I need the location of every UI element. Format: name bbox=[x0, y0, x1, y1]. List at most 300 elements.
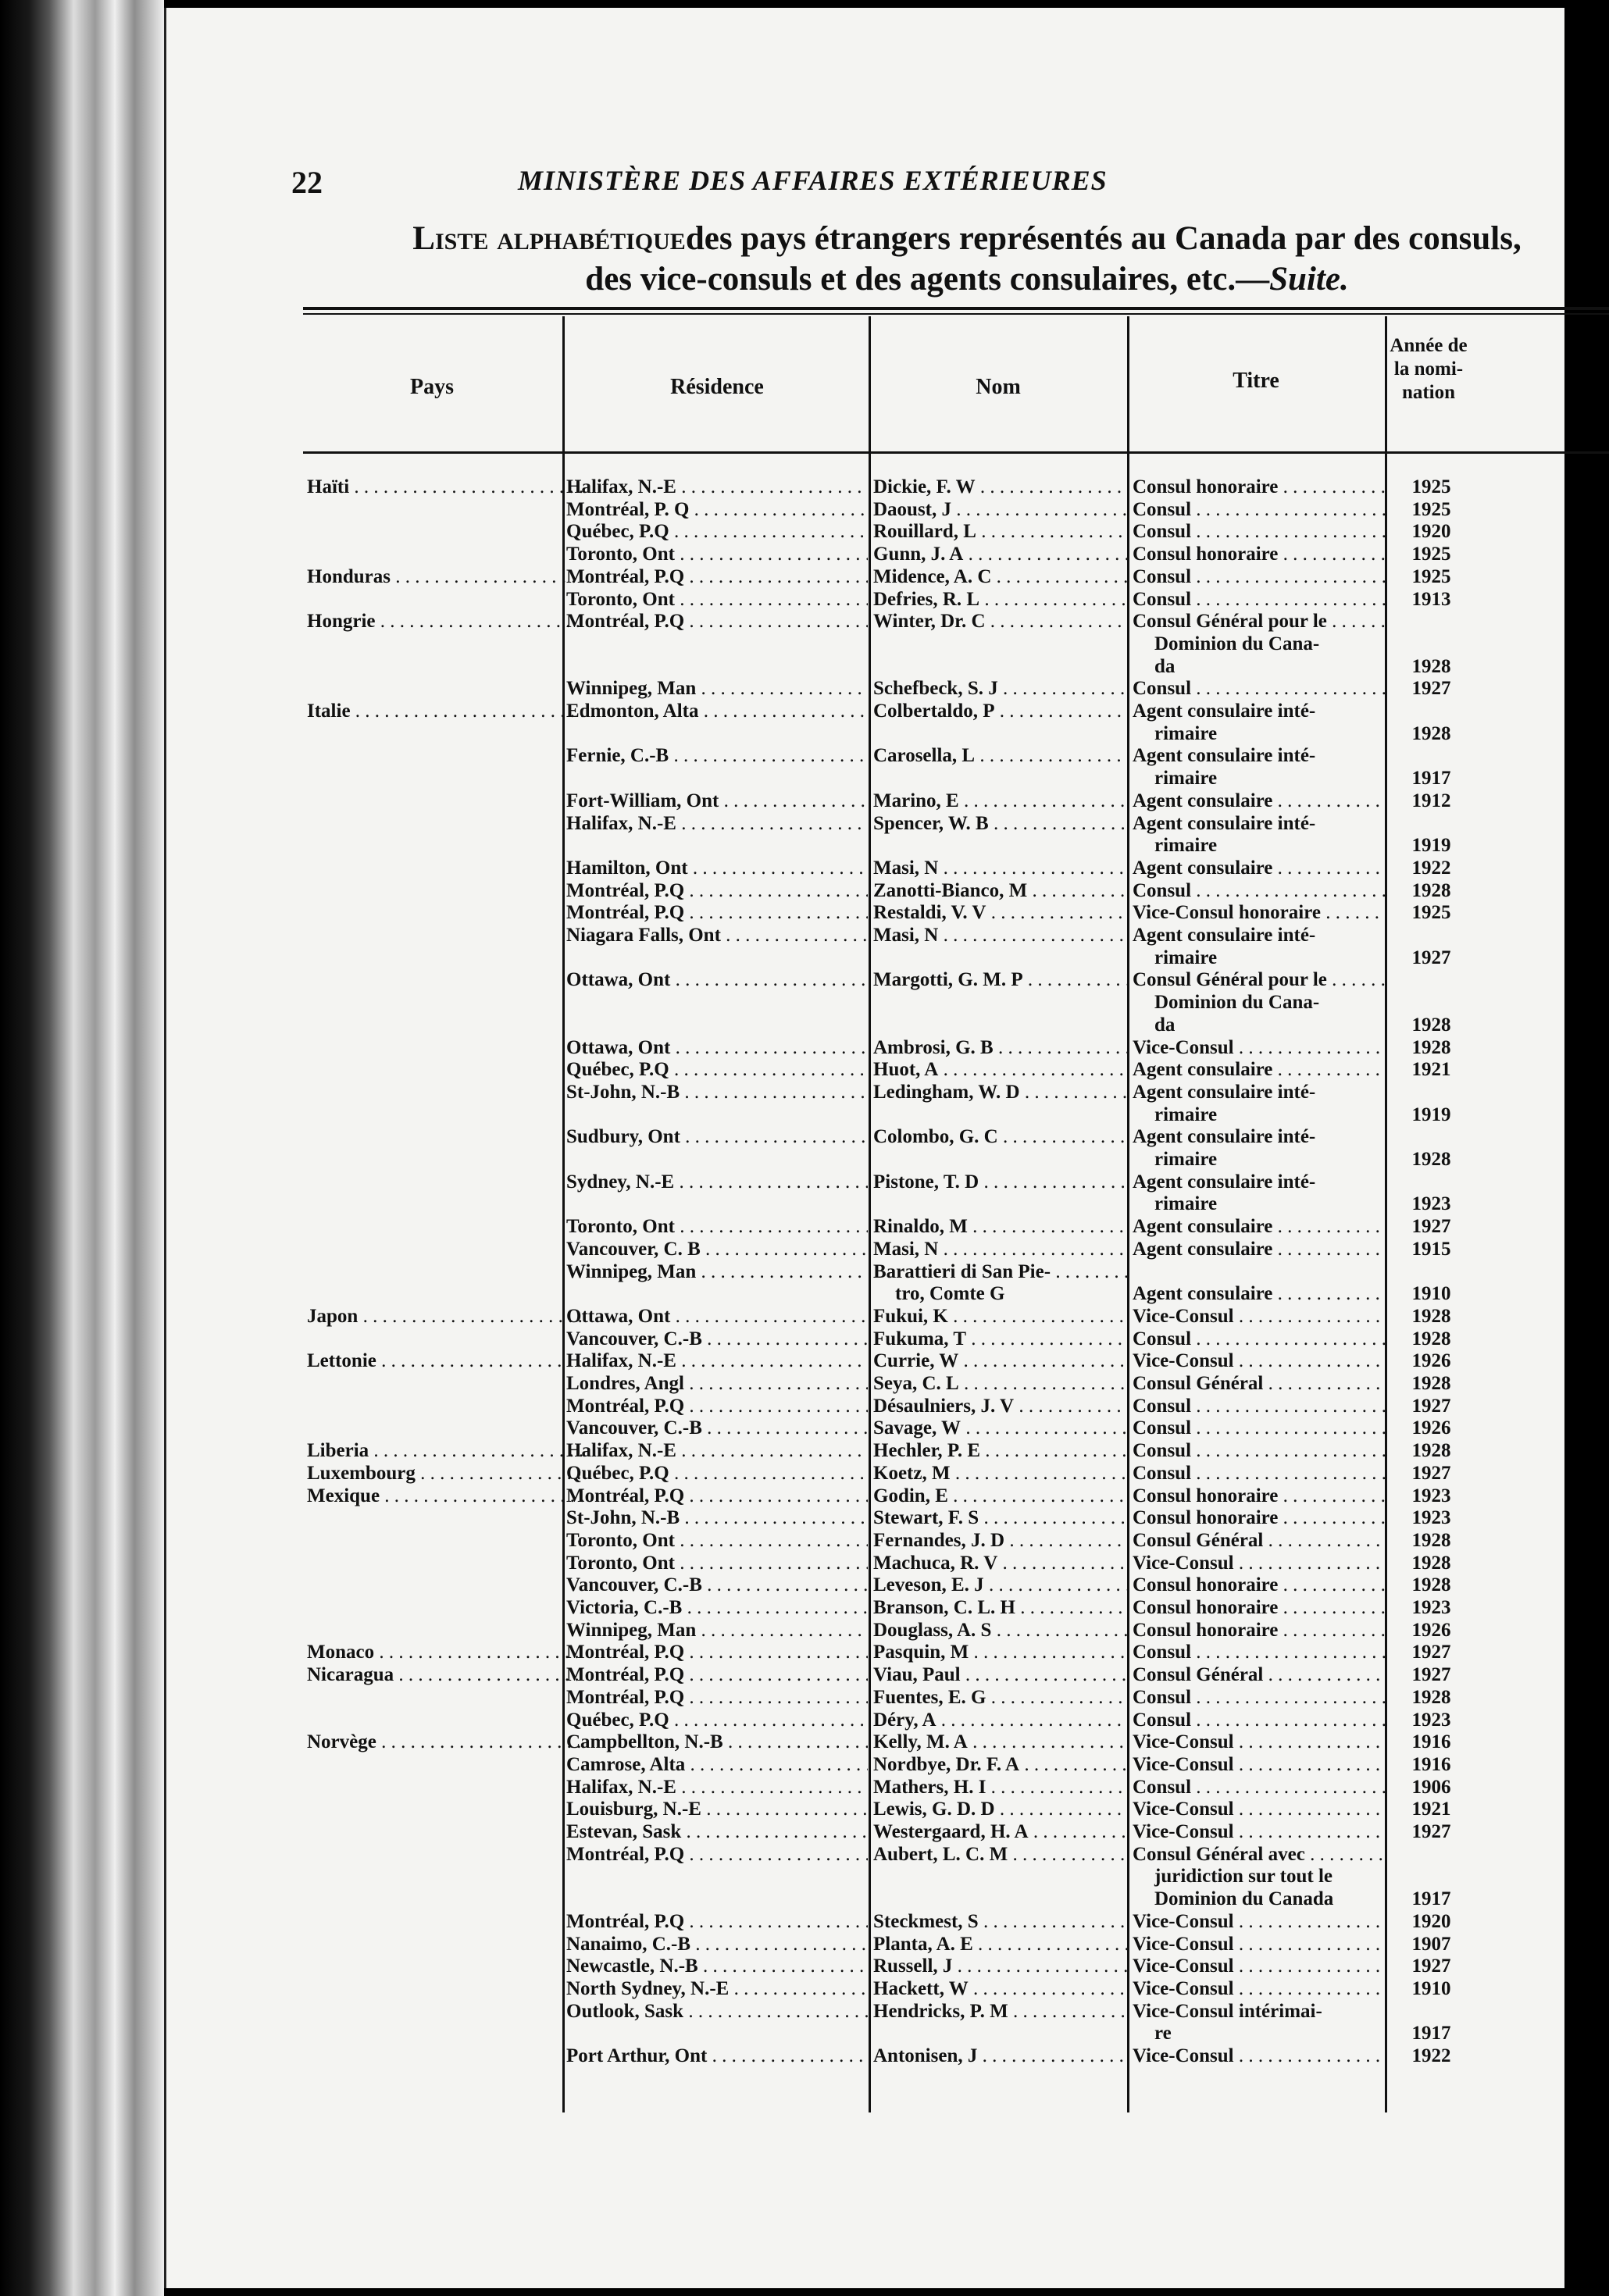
cell-residence: Montréal, P.Q . . . bbox=[566, 902, 868, 924]
cell-nom: Antonisen, J . . . bbox=[873, 2045, 1127, 2067]
table-row bbox=[166, 1866, 1564, 1888]
cell-nom: Hendricks, P. M . . . bbox=[873, 2001, 1127, 2023]
cell-annee: 1920 bbox=[1411, 521, 1451, 543]
cell-titre: Consul Général avec . . . bbox=[1133, 1844, 1386, 1866]
cell-residence: Ottawa, Ont . . . bbox=[566, 1306, 868, 1328]
table-row bbox=[166, 1104, 1564, 1127]
cell-titre: Vice-Consul . . . bbox=[1133, 1978, 1386, 2000]
cell-nom: Daoust, J . . . bbox=[873, 499, 1127, 521]
cell-titre: Consul Général pour le . . . bbox=[1133, 969, 1386, 991]
cell-pays: Luxembourg . . . bbox=[307, 1463, 584, 1485]
table-row bbox=[166, 947, 1564, 970]
cell-nom: Gunn, J. A . . . bbox=[873, 544, 1127, 565]
cell-annee: 1925 bbox=[1411, 565, 1451, 587]
cell-titre: Consul . . . bbox=[1133, 1328, 1386, 1350]
cell-nom: Midence, A. C . . . bbox=[873, 566, 1127, 588]
table-row bbox=[166, 1417, 1564, 1440]
table-row bbox=[166, 880, 1564, 903]
cell-nom: tro, Comte G bbox=[895, 1283, 1005, 1305]
table-row bbox=[166, 745, 1564, 768]
table-row bbox=[166, 2001, 1564, 2023]
table-row bbox=[166, 1710, 1564, 1732]
cell-annee: 1927 bbox=[1411, 1956, 1451, 1977]
cell-nom: Russell, J . . . bbox=[873, 1956, 1127, 1977]
table-row bbox=[166, 1664, 1564, 1687]
cell-residence: Montréal, P.Q . . . bbox=[566, 1485, 868, 1507]
cell-titre: Agent consulaire . . . bbox=[1133, 1239, 1386, 1260]
column-header-titre: Titre bbox=[1233, 369, 1279, 393]
cell-titre: da bbox=[1154, 1014, 1176, 1036]
cell-annee: 1920 bbox=[1411, 1910, 1451, 1932]
cell-nom: Currie, W . . . bbox=[873, 1350, 1127, 1372]
cell-nom: Masi, N . . . bbox=[873, 925, 1127, 947]
table-row bbox=[166, 1350, 1564, 1373]
table-row bbox=[166, 1731, 1564, 1754]
cell-residence: Halifax, N.-E . . . bbox=[566, 476, 868, 498]
cell-titre: Consul . . . bbox=[1133, 1777, 1386, 1799]
cell-titre: Agent consulaire . . . bbox=[1133, 1283, 1386, 1305]
cell-titre: Consul Général . . . bbox=[1133, 1664, 1386, 1686]
cell-nom: Restaldi, V. V . . . bbox=[873, 902, 1127, 924]
cell-titre: Consul Général pour le . . . bbox=[1133, 611, 1386, 633]
cell-annee: 1922 bbox=[1411, 857, 1451, 879]
cell-annee: 1928 bbox=[1411, 1036, 1451, 1058]
cell-residence: Winnipeg, Man . . . bbox=[566, 1620, 868, 1642]
cell-titre: Vice-Consul . . . bbox=[1133, 1553, 1386, 1574]
cell-titre: Consul . . . bbox=[1133, 880, 1386, 902]
cell-residence: Québec, P.Q . . . bbox=[566, 521, 868, 543]
cell-nom: Nordbye, Dr. F. A . . . bbox=[873, 1754, 1127, 1776]
cell-nom: Ledingham, W. D . . . bbox=[873, 1082, 1127, 1103]
cell-nom: Dickie, F. W . . . bbox=[873, 476, 1127, 498]
cell-residence: Port Arthur, Ont . . . bbox=[566, 2045, 868, 2067]
table-top-rule bbox=[303, 307, 1609, 310]
list-title-line2: des vice-consuls et des agents consulaires, etc.— bbox=[585, 261, 1270, 298]
cell-nom: Fernandes, J. D . . . bbox=[873, 1530, 1127, 1552]
list-title bbox=[295, 219, 1609, 300]
cell-annee: 1916 bbox=[1411, 1753, 1451, 1775]
table-row bbox=[166, 1553, 1564, 1575]
cell-nom: Kelly, M. A . . . bbox=[873, 1731, 1127, 1753]
table-row bbox=[166, 499, 1564, 522]
table-row bbox=[166, 633, 1564, 656]
cell-titre: rimaire bbox=[1154, 1103, 1218, 1125]
cell-titre: Vice-Consul . . . bbox=[1133, 1799, 1386, 1820]
cell-nom: Fuentes, E. G . . . bbox=[873, 1687, 1127, 1709]
cell-residence: Montréal, P.Q . . . bbox=[566, 1687, 868, 1709]
cell-annee: 1928 bbox=[1411, 1328, 1451, 1349]
cell-titre: Vice-Consul . . . bbox=[1133, 1821, 1386, 1843]
cell-titre: Consul honoraire . . . bbox=[1133, 1507, 1386, 1529]
cell-pays: Japon . . . bbox=[307, 1306, 584, 1328]
cell-annee: 1917 bbox=[1411, 2023, 1451, 2045]
cell-annee: 1928 bbox=[1411, 1014, 1451, 1036]
cell-titre: Consul . . . bbox=[1133, 1417, 1386, 1439]
cell-nom: Pasquin, M . . . bbox=[873, 1642, 1127, 1663]
table-row bbox=[166, 1328, 1564, 1351]
cell-pays: Haïti . . . bbox=[307, 476, 584, 498]
table-row bbox=[166, 1821, 1564, 1844]
cell-residence: Toronto, Ont . . . bbox=[566, 1530, 868, 1552]
cell-residence: Fernie, C.-B . . . bbox=[566, 745, 868, 767]
cell-titre: Consul Général . . . bbox=[1133, 1530, 1386, 1552]
cell-annee: 1910 bbox=[1411, 1977, 1451, 1999]
cell-residence: Vancouver, C.-B . . . bbox=[566, 1574, 868, 1596]
cell-annee: 1922 bbox=[1411, 2045, 1451, 2066]
table-row bbox=[166, 1014, 1564, 1037]
cell-residence: North Sydney, N.-E . . . bbox=[566, 1978, 868, 2000]
table-row bbox=[166, 611, 1564, 633]
table-row bbox=[166, 790, 1564, 813]
cell-nom: Lewis, G. D. D . . . bbox=[873, 1799, 1127, 1820]
cell-annee: 1928 bbox=[1411, 722, 1451, 744]
cell-residence: Toronto, Ont . . . bbox=[566, 1553, 868, 1574]
cell-pays: Lettonie . . . bbox=[307, 1350, 584, 1372]
cell-annee: 1925 bbox=[1411, 476, 1451, 497]
cell-titre: Vice-Consul . . . bbox=[1133, 1731, 1386, 1753]
cell-titre: Consul Général . . . bbox=[1133, 1373, 1386, 1395]
cell-nom: Fukui, K . . . bbox=[873, 1306, 1127, 1328]
cell-nom: Zanotti-Bianco, M . . . bbox=[873, 880, 1127, 902]
column-header-annee: Année de la nomi- nation bbox=[1390, 335, 1468, 403]
table-row bbox=[166, 813, 1564, 836]
cell-titre: Dominion du Cana- bbox=[1154, 633, 1320, 654]
cell-titre: Consul honoraire . . . bbox=[1133, 1485, 1386, 1507]
cell-residence: Edmonton, Alta . . . bbox=[566, 701, 868, 722]
cell-titre: Consul . . . bbox=[1133, 1396, 1386, 1417]
cell-annee: 1923 bbox=[1411, 1709, 1451, 1731]
cell-annee: 1928 bbox=[1411, 1552, 1451, 1574]
cell-residence: Halifax, N.-E . . . bbox=[566, 1777, 868, 1799]
table-row bbox=[166, 992, 1564, 1014]
cell-residence: Montréal, P. Q . . . bbox=[566, 499, 868, 521]
cell-annee: 1916 bbox=[1411, 1731, 1451, 1753]
cell-titre: Consul . . . bbox=[1133, 1710, 1386, 1731]
cell-titre: Consul . . . bbox=[1133, 1687, 1386, 1709]
table-row bbox=[166, 1620, 1564, 1642]
cell-titre: Consul . . . bbox=[1133, 1642, 1386, 1663]
cell-annee: 1927 bbox=[1411, 1821, 1451, 1842]
cell-annee: 1923 bbox=[1411, 1507, 1451, 1529]
header-bottom-rule bbox=[303, 451, 1609, 454]
cell-titre: Agent consulaire . . . bbox=[1133, 1216, 1386, 1238]
cell-residence: Estevan, Sask . . . bbox=[566, 1821, 868, 1843]
cell-nom: Mathers, H. I . . . bbox=[873, 1777, 1127, 1799]
column-header-pays: Pays bbox=[410, 375, 454, 399]
cell-pays: Mexique . . . bbox=[307, 1485, 584, 1507]
cell-residence: Sudbury, Ont . . . bbox=[566, 1126, 868, 1148]
cell-nom: Margotti, G. M. P . . . bbox=[873, 969, 1127, 991]
cell-annee: 1927 bbox=[1411, 947, 1451, 968]
cell-residence: Outlook, Sask . . . bbox=[566, 2001, 868, 2023]
cell-nom: Rinaldo, M . . . bbox=[873, 1216, 1127, 1238]
cell-nom: Colombo, G. C . . . bbox=[873, 1126, 1127, 1148]
cell-titre: Agent consulaire inté- bbox=[1133, 745, 1316, 767]
cell-titre: Consul . . . bbox=[1133, 1440, 1386, 1462]
cell-titre: rimaire bbox=[1154, 722, 1218, 744]
cell-annee: 1923 bbox=[1411, 1485, 1451, 1506]
cell-residence: Campbellton, N.-B . . . bbox=[566, 1731, 868, 1753]
list-title-lead: Liste alphabétique bbox=[412, 220, 686, 257]
cell-annee: 1927 bbox=[1411, 1664, 1451, 1686]
table-row bbox=[166, 1754, 1564, 1777]
cell-nom: Masi, N . . . bbox=[873, 857, 1127, 879]
table-row bbox=[166, 1216, 1564, 1239]
cell-annee: 1925 bbox=[1411, 498, 1451, 520]
cell-nom: Planta, A. E . . . bbox=[873, 1934, 1127, 1956]
table-row bbox=[166, 1059, 1564, 1082]
table-row bbox=[166, 1799, 1564, 1821]
table-row bbox=[166, 1956, 1564, 1978]
cell-titre: Consul honoraire . . . bbox=[1133, 1620, 1386, 1642]
cell-residence: Québec, P.Q . . . bbox=[566, 1463, 868, 1485]
table-row bbox=[166, 1844, 1564, 1866]
cell-residence: Newcastle, N.-B . . . bbox=[566, 1956, 868, 1977]
cell-residence: Niagara Falls, Ont . . . bbox=[566, 925, 868, 947]
cell-titre: rimaire bbox=[1154, 1193, 1218, 1215]
cell-annee: 1927 bbox=[1411, 1395, 1451, 1417]
cell-annee: 1906 bbox=[1411, 1776, 1451, 1798]
list-title-suffix: Suite. bbox=[1269, 261, 1349, 298]
cell-nom: Pistone, T. D . . . bbox=[873, 1171, 1127, 1193]
cell-residence: Vancouver, C.-B . . . bbox=[566, 1328, 868, 1350]
cell-nom: Barattieri di San Pie- . . . bbox=[873, 1261, 1127, 1283]
table-row bbox=[166, 1082, 1564, 1104]
cell-annee: 1927 bbox=[1411, 1642, 1451, 1663]
cell-annee: 1928 bbox=[1411, 1440, 1451, 1462]
cell-titre: Agent consulaire . . . bbox=[1133, 790, 1386, 812]
cell-nom: Defries, R. L . . . bbox=[873, 589, 1127, 611]
cell-titre: Consul . . . bbox=[1133, 589, 1386, 611]
cell-pays: Norvège . . . bbox=[307, 1731, 584, 1753]
table-row bbox=[166, 1485, 1564, 1508]
cell-residence: Montréal, P.Q . . . bbox=[566, 1396, 868, 1417]
cell-nom: Fukuma, T . . . bbox=[873, 1328, 1127, 1350]
table-row bbox=[166, 1507, 1564, 1530]
cell-residence: Québec, P.Q . . . bbox=[566, 1710, 868, 1731]
cell-nom: Huot, A . . . bbox=[873, 1059, 1127, 1081]
column-header-nom: Nom bbox=[976, 375, 1021, 399]
table-row bbox=[166, 1283, 1564, 1306]
cell-titre: Vice-Consul . . . bbox=[1133, 1934, 1386, 1956]
table-row bbox=[166, 1978, 1564, 2001]
table-row bbox=[166, 1574, 1564, 1597]
table-row bbox=[166, 1193, 1564, 1216]
cell-annee: 1927 bbox=[1411, 678, 1451, 700]
column-header-residence: Résidence bbox=[670, 375, 764, 399]
cell-nom: Savage, W . . . bbox=[873, 1417, 1127, 1439]
cell-annee: 1925 bbox=[1411, 544, 1451, 565]
cell-residence: Halifax, N.-E . . . bbox=[566, 1440, 868, 1462]
cell-residence: Fort-William, Ont . . . bbox=[566, 790, 868, 812]
table-row bbox=[166, 1687, 1564, 1710]
cell-nom: Viau, Paul . . . bbox=[873, 1664, 1127, 1686]
table-row bbox=[166, 857, 1564, 880]
cell-nom: Ambrosi, G. B . . . bbox=[873, 1037, 1127, 1059]
cell-residence: St-John, N.-B . . . bbox=[566, 1507, 868, 1529]
cell-titre: Vice-Consul . . . bbox=[1133, 1754, 1386, 1776]
page-number: 22 bbox=[291, 165, 323, 200]
cell-annee: 1912 bbox=[1411, 790, 1451, 811]
cell-titre: Vice-Consul . . . bbox=[1133, 1956, 1386, 1977]
cell-annee: 1928 bbox=[1411, 655, 1451, 677]
cell-annee: 1921 bbox=[1411, 1059, 1451, 1081]
cell-annee: 1917 bbox=[1411, 1888, 1451, 1910]
cell-annee: 1928 bbox=[1411, 1373, 1451, 1394]
cell-annee: 1926 bbox=[1411, 1417, 1451, 1439]
cell-annee: 1927 bbox=[1411, 1462, 1451, 1484]
list-title-line1: des pays étrangers représentés au Canada par des consuls, bbox=[685, 220, 1522, 257]
table-row bbox=[166, 521, 1564, 544]
scan-border bbox=[1562, 0, 1609, 2296]
cell-residence: Winnipeg, Man . . . bbox=[566, 1261, 868, 1283]
table-row bbox=[166, 589, 1564, 611]
cell-titre: rimaire bbox=[1154, 947, 1218, 968]
cell-nom: Aubert, L. C. M . . . bbox=[873, 1844, 1127, 1866]
table-row bbox=[166, 1777, 1564, 1799]
cell-titre: re bbox=[1154, 2023, 1172, 2045]
cell-residence: Montréal, P.Q . . . bbox=[566, 566, 868, 588]
cell-pays: Italie . . . bbox=[307, 701, 584, 722]
cell-nom: Spencer, W. B . . . bbox=[873, 813, 1127, 835]
table-top-rule-thin bbox=[303, 313, 1609, 315]
table-row bbox=[166, 1642, 1564, 1664]
cell-annee: 1928 bbox=[1411, 1686, 1451, 1708]
cell-annee: 1925 bbox=[1411, 902, 1451, 924]
table-row bbox=[166, 1396, 1564, 1418]
cell-annee: 1919 bbox=[1411, 835, 1451, 857]
cell-titre: Dominion du Cana- bbox=[1154, 992, 1320, 1014]
table-row bbox=[166, 1149, 1564, 1171]
cell-annee: 1910 bbox=[1411, 1283, 1451, 1305]
cell-annee: 1907 bbox=[1411, 1933, 1451, 1955]
cell-nom: Schefbeck, S. J . . . bbox=[873, 678, 1127, 700]
cell-residence: Vancouver, C.-B . . . bbox=[566, 1417, 868, 1439]
table-row bbox=[166, 1934, 1564, 1956]
table-row bbox=[166, 678, 1564, 701]
cell-titre: Dominion du Canada bbox=[1154, 1888, 1334, 1910]
cell-residence: Halifax, N.-E . . . bbox=[566, 1350, 868, 1372]
cell-residence: Montréal, P.Q . . . bbox=[566, 1642, 868, 1663]
table-row bbox=[166, 835, 1564, 857]
table-row bbox=[166, 902, 1564, 925]
table-row bbox=[166, 768, 1564, 790]
cell-titre: Consul honoraire . . . bbox=[1133, 544, 1386, 565]
cell-residence: Montréal, P.Q . . . bbox=[566, 880, 868, 902]
cell-titre: Consul . . . bbox=[1133, 566, 1386, 588]
table-row bbox=[166, 476, 1564, 499]
table-row bbox=[166, 1463, 1564, 1485]
table-row bbox=[166, 1911, 1564, 1934]
table-row bbox=[166, 925, 1564, 947]
cell-titre: Vice-Consul . . . bbox=[1133, 1306, 1386, 1328]
table-row bbox=[166, 566, 1564, 589]
cell-titre: Agent consulaire . . . bbox=[1133, 857, 1386, 879]
cell-residence: Toronto, Ont . . . bbox=[566, 1216, 868, 1238]
cell-titre: juridiction sur tout le bbox=[1154, 1866, 1333, 1888]
cell-residence: Montréal, P.Q . . . bbox=[566, 1844, 868, 1866]
cell-titre: Consul honoraire . . . bbox=[1133, 1574, 1386, 1596]
cell-titre: Consul . . . bbox=[1133, 521, 1386, 543]
cell-residence: Winnipeg, Man . . . bbox=[566, 678, 868, 700]
cell-titre: Consul . . . bbox=[1133, 678, 1386, 700]
cell-residence: Londres, Angl . . . bbox=[566, 1373, 868, 1395]
cell-titre: Vice-Consul . . . bbox=[1133, 1037, 1386, 1059]
cell-annee: 1928 bbox=[1411, 1529, 1451, 1551]
table-row bbox=[166, 1530, 1564, 1553]
cell-annee: 1917 bbox=[1411, 768, 1451, 790]
cell-titre: Consul honoraire . . . bbox=[1133, 476, 1386, 498]
cell-residence: Québec, P.Q . . . bbox=[566, 1059, 868, 1081]
cell-residence: Camrose, Alta . . . bbox=[566, 1754, 868, 1776]
cell-titre: Agent consulaire inté- bbox=[1133, 812, 1316, 834]
table-row bbox=[166, 1239, 1564, 1261]
cell-residence: Montréal, P.Q . . . bbox=[566, 1664, 868, 1686]
table-row bbox=[166, 1373, 1564, 1396]
cell-pays: Hongrie . . . bbox=[307, 611, 584, 633]
cell-nom: Hackett, W . . . bbox=[873, 1978, 1127, 2000]
cell-residence: Vancouver, C. B . . . bbox=[566, 1239, 868, 1260]
cell-titre: Consul honoraire . . . bbox=[1133, 1597, 1386, 1619]
table-row bbox=[166, 1306, 1564, 1328]
cell-annee: 1926 bbox=[1411, 1619, 1451, 1641]
cell-residence: Toronto, Ont . . . bbox=[566, 589, 868, 611]
cell-nom: Colbertaldo, P . . . bbox=[873, 701, 1127, 722]
table-row bbox=[166, 1126, 1564, 1149]
cell-residence: Louisburg, N.-E . . . bbox=[566, 1799, 868, 1820]
cell-nom: Hechler, P. E . . . bbox=[873, 1440, 1127, 1462]
cell-pays: Honduras . . . bbox=[307, 566, 584, 588]
cell-titre: Vice-Consul . . . bbox=[1133, 2045, 1386, 2067]
table-row bbox=[166, 544, 1564, 566]
cell-nom: Godin, E . . . bbox=[873, 1485, 1127, 1507]
cell-nom: Koetz, M . . . bbox=[873, 1463, 1127, 1485]
running-head bbox=[291, 164, 1541, 203]
cell-annee: 1927 bbox=[1411, 1216, 1451, 1238]
cell-titre: Vice-Consul . . . bbox=[1133, 1911, 1386, 1933]
table-row bbox=[166, 2023, 1564, 2045]
cell-annee: 1923 bbox=[1411, 1597, 1451, 1618]
cell-annee: 1923 bbox=[1411, 1193, 1451, 1215]
cell-nom: Déry, A . . . bbox=[873, 1710, 1127, 1731]
cell-nom: Marino, E . . . bbox=[873, 790, 1127, 812]
cell-residence: Nanaimo, C.-B . . . bbox=[566, 1934, 868, 1956]
cell-annee: 1926 bbox=[1411, 1350, 1451, 1372]
cell-annee: 1915 bbox=[1411, 1238, 1451, 1260]
cell-residence: Montréal, P.Q . . . bbox=[566, 1911, 868, 1933]
cell-residence: Sydney, N.-E . . . bbox=[566, 1171, 868, 1193]
cell-annee: 1921 bbox=[1411, 1799, 1451, 1820]
cell-pays: Nicaragua . . . bbox=[307, 1664, 584, 1686]
cell-titre: Vice-Consul honoraire . . . bbox=[1133, 902, 1386, 924]
cell-titre: rimaire bbox=[1154, 1149, 1218, 1170]
cell-titre: Agent consulaire inté- bbox=[1133, 1171, 1316, 1193]
cell-residence: Toronto, Ont . . . bbox=[566, 544, 868, 565]
cell-residence: Ottawa, Ont . . . bbox=[566, 1037, 868, 1059]
table-row bbox=[166, 1888, 1564, 1911]
cell-titre: Agent consulaire inté- bbox=[1133, 1126, 1316, 1148]
cell-nom: Douglass, A. S . . . bbox=[873, 1620, 1127, 1642]
table-row bbox=[166, 969, 1564, 992]
table-row bbox=[166, 2045, 1564, 2068]
cell-residence: St-John, N.-B . . . bbox=[566, 1082, 868, 1103]
table-row bbox=[166, 1037, 1564, 1060]
cell-annee: 1919 bbox=[1411, 1103, 1451, 1125]
cell-residence: Victoria, C.-B . . . bbox=[566, 1597, 868, 1619]
cell-annee: 1913 bbox=[1411, 588, 1451, 610]
table-row bbox=[166, 1597, 1564, 1620]
cell-nom: Steckmest, S . . . bbox=[873, 1911, 1127, 1933]
